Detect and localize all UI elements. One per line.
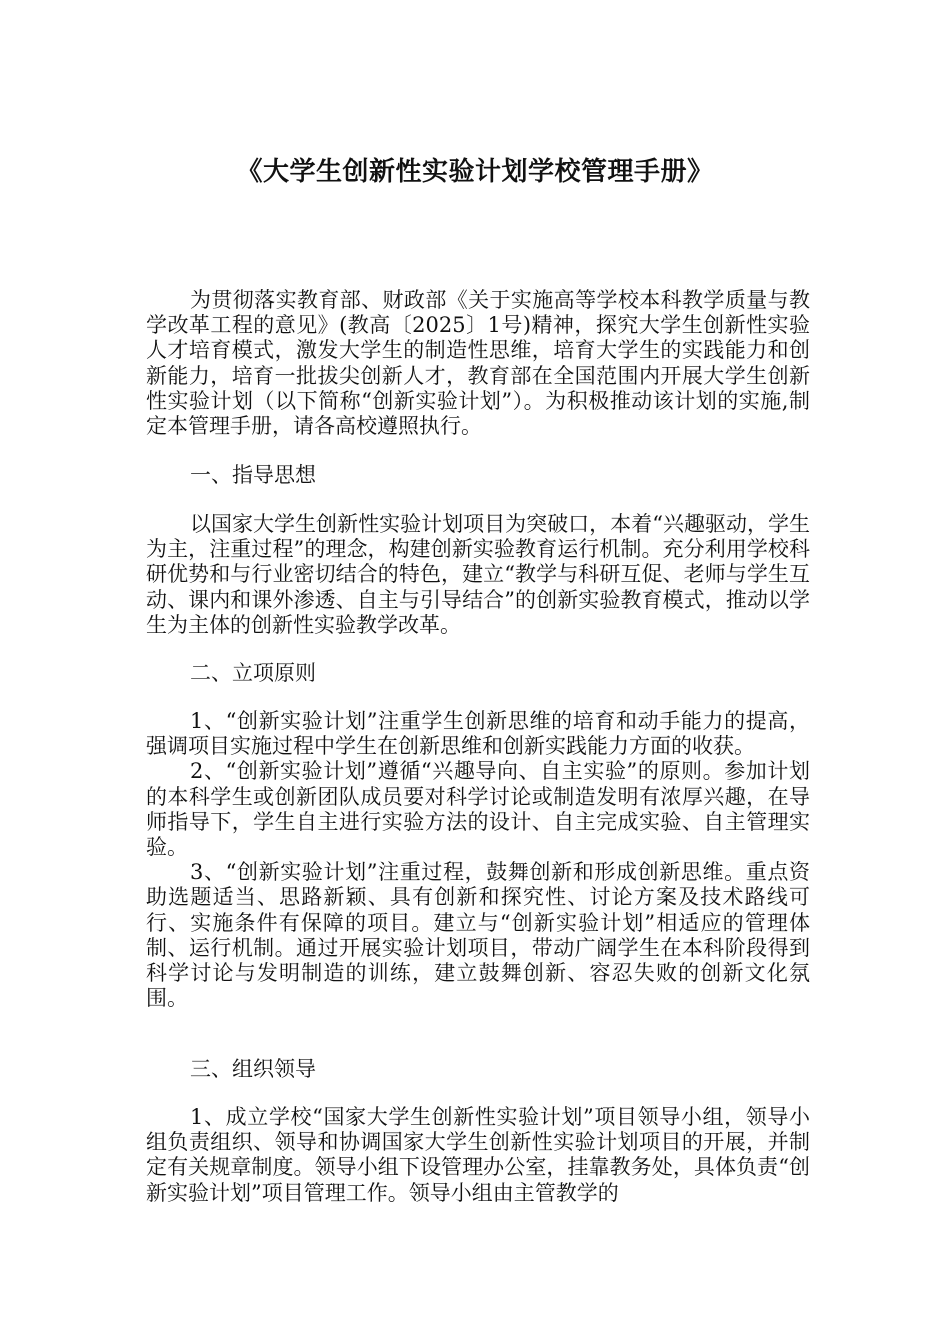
intro-block [146,288,810,439]
section-1-body [146,512,810,638]
section-2-paragraph-1: 1、“创新实验计划”注重学生创新思维的培育和动手能力的提高，强调项目实施过程中学生在创新思维和创新实践能力方面的收获。 [146,709,810,759]
section-2-body [146,709,810,1011]
section-heading-project-principles: 二、立项原则 [190,661,316,685]
section-2-paragraph-2: 2、“创新实验计划”遵循“兴趣导向、自主实验”的原则。参加计划的本科学生或创新团队成员要对科学讨论或制造发明有浓厚兴趣，在导师指导下，学生自主进行实验方法的设计、自主完成实验、自主管理实验。 [146,759,810,860]
intro-paragraph: 为贯彻落实教育部、财政部《关于实施高等学校本科教学质量与教学改革工程的意见》(教高〔2025〕1号)精神，探究大学生创新性实验人才培育模式，激发大学生的制造性思维，培育大学生的实践能力和创新能力，培育一批拔尖创新人才，教育部在全国范围内开展大学生创新性实验计划（以下简称“创新实验计划”）。为积极推动该计划的实施,制定本管理手册，请各高校遵照执行。 [146,288,810,439]
section-3-body [146,1105,810,1206]
section-heading-organization: 三、组织领导 [190,1057,316,1081]
section-3-paragraph-1: 1、成立学校“国家大学生创新性实验计划”项目领导小组，领导小组负责组织、领导和协调国家大学生创新性实验计划项目的开展，并制定有关规章制度。领导小组下设管理办公室，挂靠教务处，具体负责“创新实验计划”项目管理工作。领导小组由主管教学的 [146,1105,810,1205]
document-title: 《大学生创新性实验计划学校管理手册》 [236,157,714,187]
section-2-paragraph-3: 3、“创新实验计划”注重过程，鼓舞创新和形成创新思维。重点资助选题适当、思路新颖、具有创新和探究性、讨论方案及技术路线可行、实施条件有保障的项目。建立与“创新实验计划”相适应的管理体制、运行机制。通过开展实验计划项目，带动广阔学生在本科阶段得到科学讨论与发明制造的训练，建立鼓舞创新、容忍失败的创新文化氛围。 [146,860,810,1011]
section-1-paragraph-1: 以国家大学生创新性实验计划项目为突破口，本着“兴趣驱动，学生为主，注重过程”的理念，构建创新实验教育运行机制。充分利用学校科研优势和与行业密切结合的特色，建立“教学与科研互促、老师与学生互动、课内和课外渗透、自主与引导结合”的创新实验教育模式，推动以学生为主体的创新性实验教学改革。 [146,512,810,637]
section-heading-guiding-ideology: 一、指导思想 [190,463,316,487]
